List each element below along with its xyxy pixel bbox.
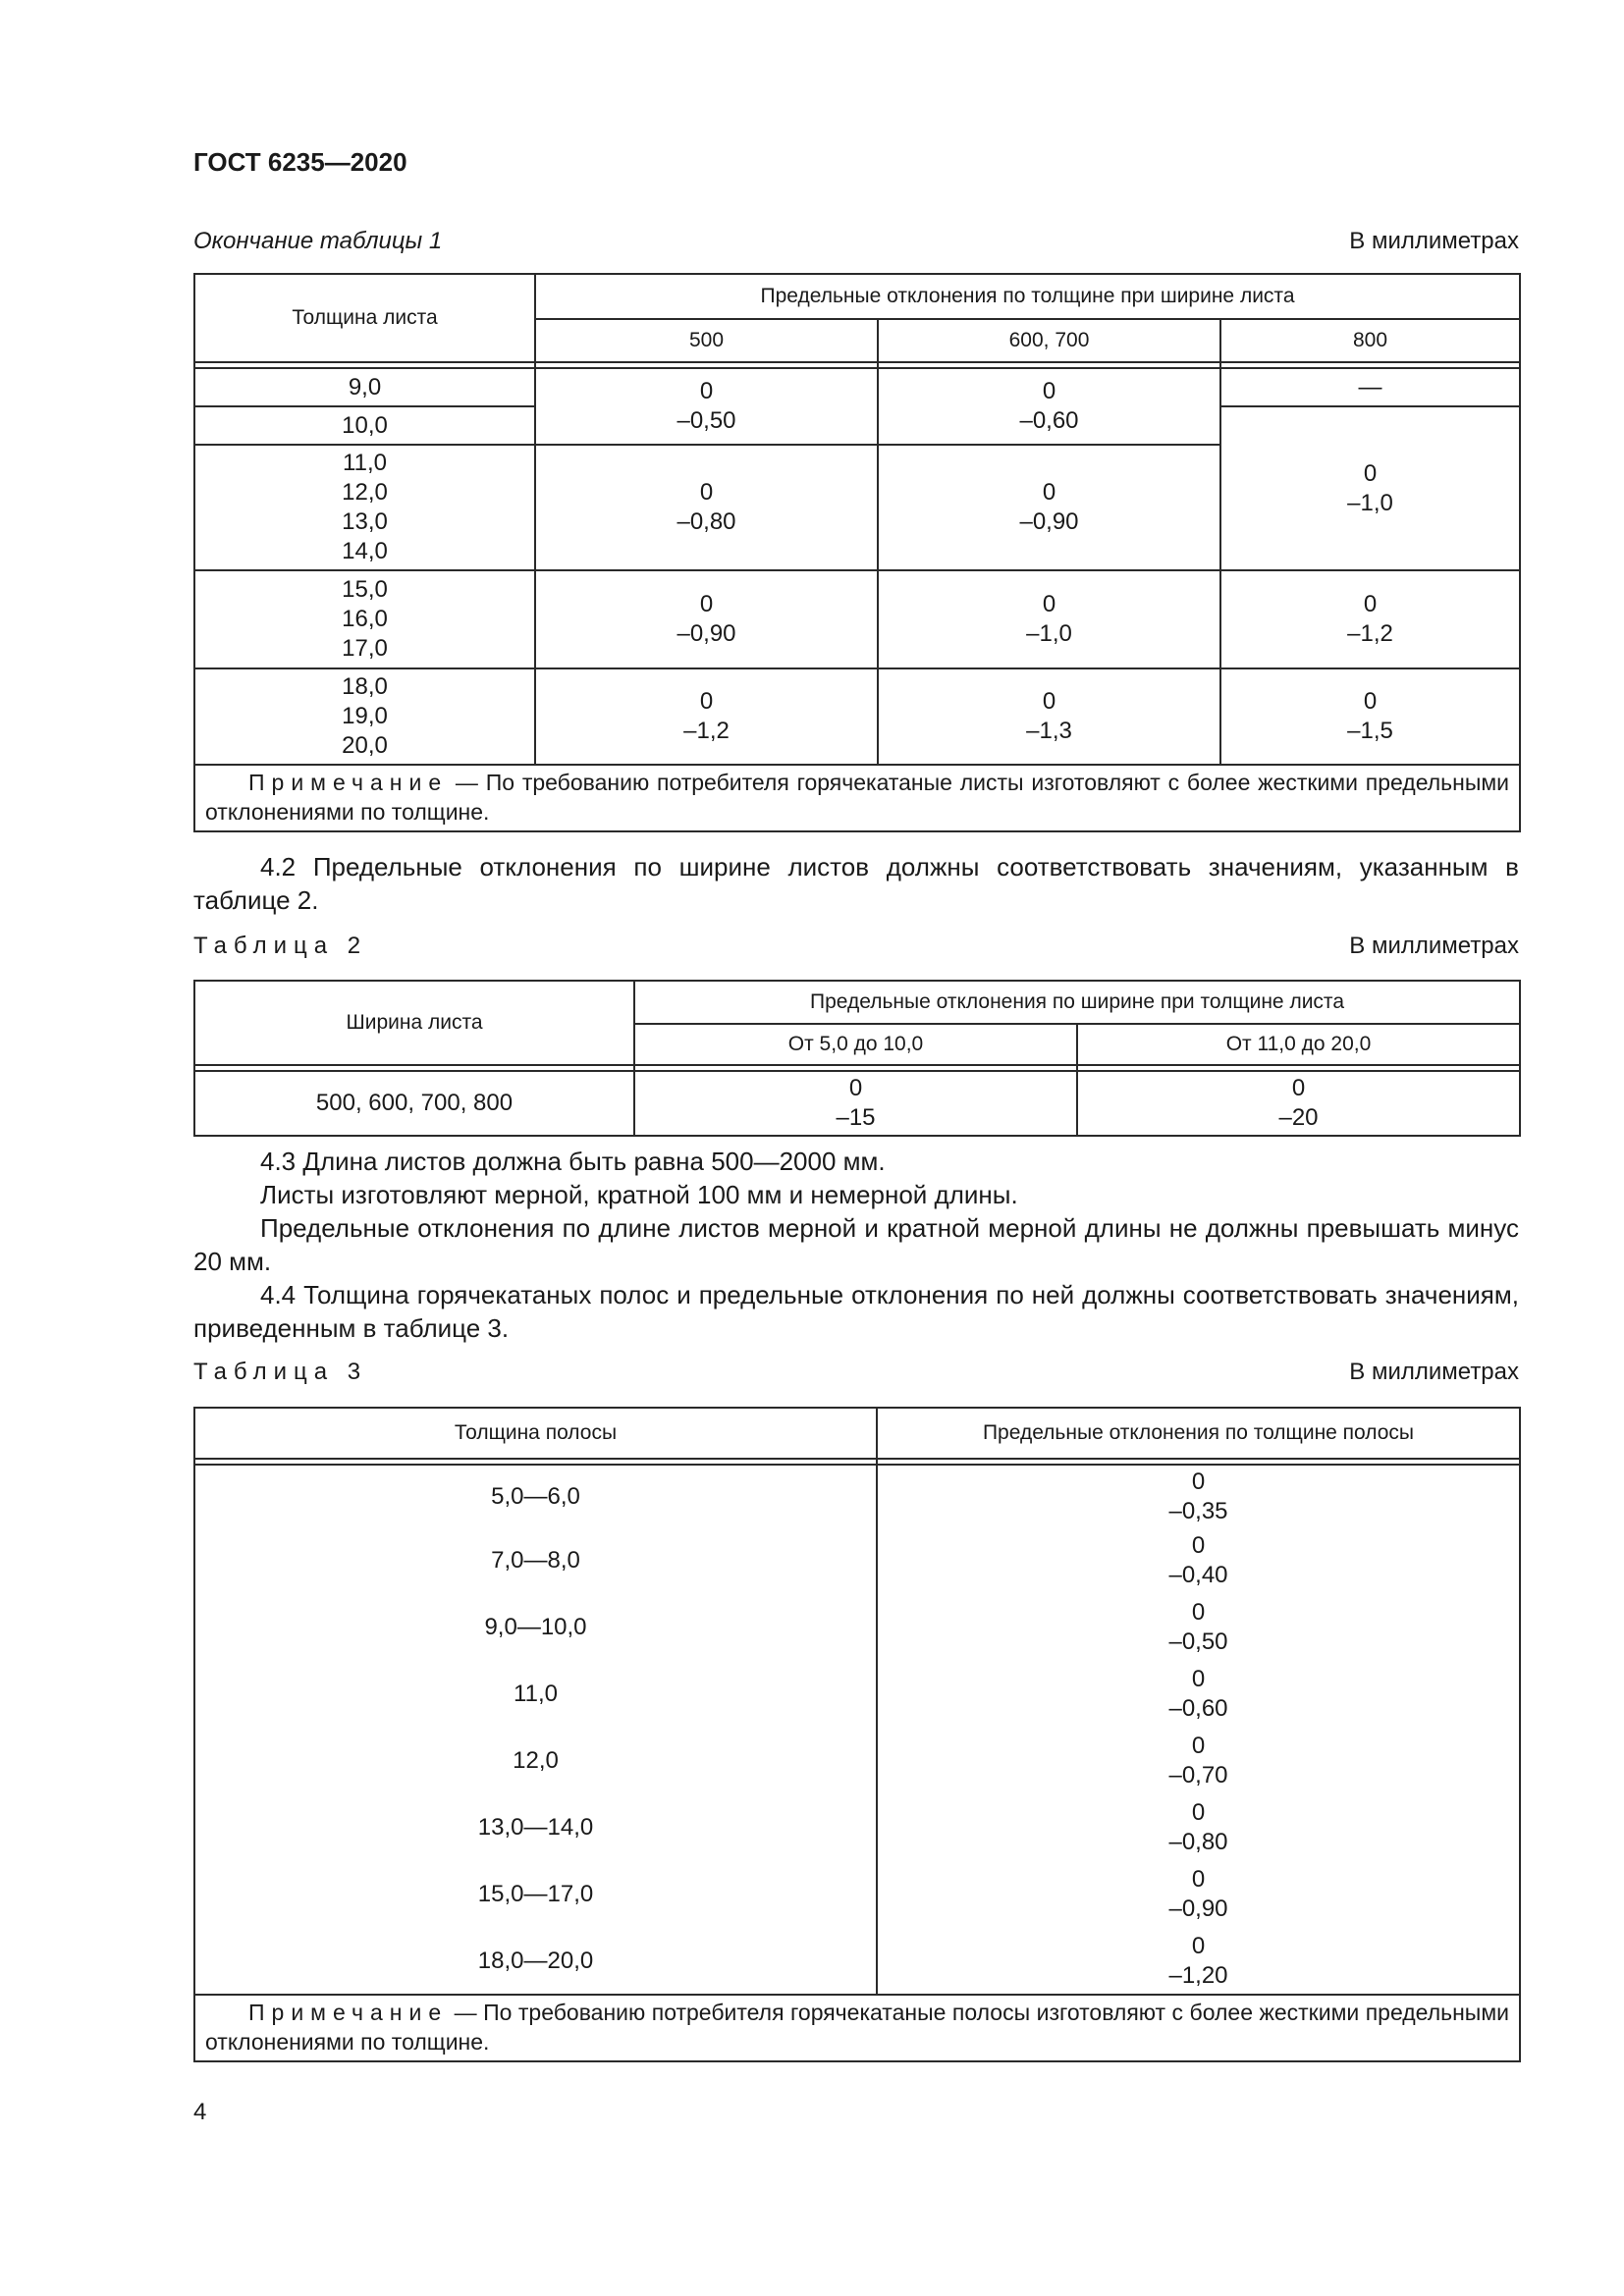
table3-thickness-value: 7,0—8,0 bbox=[194, 1527, 877, 1594]
table1-value-cell bbox=[535, 668, 878, 765]
table3-value-cell bbox=[877, 1794, 1520, 1861]
table1-note bbox=[194, 765, 1520, 831]
table3-row bbox=[194, 1794, 1520, 1861]
table3-caption: Таблица 3 bbox=[193, 1359, 368, 1385]
paragraph-4-4 bbox=[193, 1278, 1519, 1345]
table3-thickness-value: 15,0—17,0 bbox=[194, 1861, 877, 1928]
table3-value-0: 0 bbox=[1191, 1599, 1206, 1626]
table3-head-thickness: Толщина полосы bbox=[194, 1408, 877, 1459]
table2-value-dev: –20 bbox=[1278, 1104, 1319, 1131]
table3-value-0: 0 bbox=[1191, 1866, 1206, 1893]
table1-value-cell bbox=[1220, 570, 1520, 668]
table1-thickness-value: 20,0 bbox=[342, 732, 388, 759]
table3-thickness-value: 13,0—14,0 bbox=[194, 1794, 877, 1861]
table3-value-dev: –0,40 bbox=[1168, 1562, 1228, 1588]
table3-value-cell bbox=[877, 1527, 1520, 1594]
table1-head-group: Предельные отклонения по толщине при ширине листа bbox=[535, 274, 1520, 319]
table1-units: В миллиметрах bbox=[1349, 228, 1519, 254]
table1-value-dev: –0,60 bbox=[1019, 407, 1079, 434]
table1-note-label: Примечание bbox=[248, 770, 449, 795]
table1-value-cell bbox=[878, 570, 1220, 668]
table2-col-5-10: От 5,0 до 10,0 bbox=[634, 1024, 1077, 1065]
table3-value-0: 0 bbox=[1191, 1468, 1206, 1495]
table3-value-0: 0 bbox=[1191, 1532, 1206, 1559]
paragraph-4-3-line: Предельные отклонения по длине листов мерной и кратной мерной длины не должны превышать минус 20 мм. bbox=[193, 1213, 1519, 1276]
table1-thickness-value: 13,0 bbox=[342, 508, 388, 535]
table3-row bbox=[194, 1861, 1520, 1928]
table1-dash: — bbox=[1358, 373, 1382, 400]
table3-thickness-value: 5,0—6,0 bbox=[194, 1465, 877, 1527]
table2-col-11-20: От 11,0 до 20,0 bbox=[1077, 1024, 1520, 1065]
table3-value-cell bbox=[877, 1661, 1520, 1728]
table1-value-dev: –1,5 bbox=[1347, 718, 1393, 744]
table1-value-cell bbox=[535, 368, 878, 445]
table3-thickness-value: 9,0—10,0 bbox=[194, 1594, 877, 1661]
table3-value-dev: –0,35 bbox=[1168, 1497, 1228, 1524]
table1-head-thickness: Толщина листа bbox=[194, 274, 535, 362]
table3-head-deviation: Предельные отклонения по толщине полосы bbox=[877, 1408, 1520, 1459]
table2-head-width: Ширина листа bbox=[194, 981, 634, 1065]
paragraph-4-3-line: 4.3 Длина листов должна быть равна 500—2000 мм. bbox=[260, 1147, 886, 1176]
table3-value-dev: –0,90 bbox=[1168, 1896, 1228, 1922]
table3-row bbox=[194, 1594, 1520, 1661]
table1 bbox=[193, 273, 1521, 832]
table3-row bbox=[194, 1728, 1520, 1794]
paragraph-4-3 bbox=[193, 1145, 1519, 1278]
table3-value-dev: –0,50 bbox=[1168, 1629, 1228, 1655]
table3-row bbox=[194, 1928, 1520, 1995]
paragraph-4-4-text: 4.4 Толщина горячекатаных полос и предельные отклонения по ней должны соответствовать значениям, приведенным в таблице 3. bbox=[193, 1280, 1519, 1343]
table2-caption: Таблица 2 bbox=[193, 933, 368, 959]
table3-row bbox=[194, 1527, 1520, 1594]
table1-value-cell bbox=[1220, 668, 1520, 765]
table3 bbox=[193, 1407, 1521, 2062]
table1-value-0: 0 bbox=[699, 688, 714, 715]
table1-value-dev: –0,80 bbox=[677, 508, 736, 535]
table1-thickness-value: 10,0 bbox=[342, 411, 388, 439]
table3-value-dev: –0,60 bbox=[1168, 1695, 1228, 1722]
table3-value-0: 0 bbox=[1191, 1799, 1206, 1826]
table1-value-0: 0 bbox=[1042, 479, 1056, 506]
table3-value-dev: –0,70 bbox=[1168, 1762, 1228, 1789]
paragraph-4-2-text: 4.2 Предельные отклонения по ширине листов должны соответствовать значениям, указанным в таблице 2. bbox=[193, 852, 1519, 915]
table3-note-text: — По требованию потребителя горячекатаные полосы изготовляют с более жесткими предельными отклонениями по толщине. bbox=[205, 2000, 1509, 2055]
table1-note-text: — По требованию потребителя горячекатаные листы изготовляют с более жесткими предельными отклонениями по толщине. bbox=[205, 770, 1510, 825]
table3-value-cell bbox=[877, 1594, 1520, 1661]
table1-thickness-cell bbox=[194, 570, 535, 668]
page-number: 4 bbox=[193, 2099, 207, 2125]
table3-value-cell bbox=[877, 1861, 1520, 1928]
table1-value-dev: –0,90 bbox=[1019, 508, 1079, 535]
table1-value-dev: –1,2 bbox=[1347, 620, 1393, 647]
table1-col-800: 800 bbox=[1220, 319, 1520, 362]
table3-value-dev: –1,20 bbox=[1168, 1961, 1228, 1989]
table1-thickness-value: 18,0 bbox=[342, 673, 388, 700]
table1-value-dev: –1,3 bbox=[1026, 718, 1072, 744]
table2-units: В миллиметрах bbox=[1349, 933, 1519, 959]
table1-col-500: 500 bbox=[535, 319, 878, 362]
table1-value-dev: –1,0 bbox=[1026, 620, 1072, 647]
table1-thickness-value: 16,0 bbox=[342, 606, 388, 632]
table1-thickness-value: 9,0 bbox=[348, 373, 382, 400]
table1-value-cell bbox=[535, 445, 878, 570]
table1-caption: Окончание таблицы 1 bbox=[193, 228, 443, 254]
table1-thickness-cell bbox=[194, 668, 535, 765]
table1-value-0: 0 bbox=[1363, 688, 1378, 715]
table1-thickness-value: 14,0 bbox=[342, 538, 388, 564]
table1-thickness-value: 19,0 bbox=[342, 703, 388, 729]
table3-note-label: Примечание bbox=[248, 2000, 449, 2025]
table1-value-dev: –0,50 bbox=[677, 407, 736, 434]
table3-thickness-value: 12,0 bbox=[194, 1728, 877, 1794]
table1-col-600-700: 600, 700 bbox=[878, 319, 1220, 362]
table1-thickness-cell bbox=[194, 406, 535, 445]
table3-thickness-value: 11,0 bbox=[194, 1661, 877, 1728]
table2-width-value: 500, 600, 700, 800 bbox=[194, 1071, 634, 1136]
table1-value-0: 0 bbox=[1042, 688, 1056, 715]
table2-value-0: 0 bbox=[848, 1075, 863, 1101]
table1-thickness-value: 15,0 bbox=[342, 576, 388, 603]
table2-value-0: 0 bbox=[1291, 1075, 1306, 1101]
document-header: ГОСТ 6235—2020 bbox=[193, 147, 407, 177]
table1-value-0: 0 bbox=[699, 479, 714, 506]
table3-note bbox=[194, 1995, 1520, 2061]
table3-value-dev: –0,80 bbox=[1168, 1829, 1228, 1855]
table1-value-cell bbox=[1220, 368, 1520, 406]
table1-thickness-value: 12,0 bbox=[342, 479, 388, 506]
table3-thickness-value: 18,0—20,0 bbox=[194, 1928, 877, 1995]
table1-value-0: 0 bbox=[1363, 591, 1378, 617]
table1-thickness-cell bbox=[194, 445, 535, 570]
table3-row bbox=[194, 1465, 1520, 1527]
table3-value-0: 0 bbox=[1191, 1932, 1206, 1959]
table1-thickness-value: 17,0 bbox=[342, 635, 388, 662]
table2-value-cell bbox=[1077, 1071, 1520, 1136]
table3-value-cell bbox=[877, 1928, 1520, 1995]
table3-value-0: 0 bbox=[1191, 1733, 1206, 1759]
table2 bbox=[193, 980, 1521, 1137]
table3-value-cell bbox=[877, 1465, 1520, 1527]
table1-value-0: 0 bbox=[1363, 459, 1378, 487]
table1-thickness-value: 11,0 bbox=[343, 450, 387, 476]
table2-value-dev: –15 bbox=[836, 1104, 876, 1131]
table1-value-dev: –0,90 bbox=[677, 620, 736, 647]
table1-thickness-cell bbox=[194, 368, 535, 406]
table1-value-cell bbox=[535, 570, 878, 668]
table1-value-cell bbox=[878, 668, 1220, 765]
table1-value-0: 0 bbox=[699, 591, 714, 617]
table1-value-0: 0 bbox=[699, 378, 714, 404]
table1-value-0: 0 bbox=[1042, 378, 1056, 404]
table3-row bbox=[194, 1661, 1520, 1728]
table3-value-cell bbox=[877, 1728, 1520, 1794]
table2-head-group: Предельные отклонения по ширине при толщине листа bbox=[634, 981, 1520, 1024]
table3-units: В миллиметрах bbox=[1349, 1359, 1519, 1385]
table1-value-cell bbox=[878, 445, 1220, 570]
table2-value-cell bbox=[634, 1071, 1077, 1136]
table1-value-cell bbox=[1220, 406, 1520, 570]
table1-value-dev: –1,2 bbox=[683, 718, 730, 744]
paragraph-4-3-line: Листы изготовляют мерной, кратной 100 мм и немерной длины. bbox=[260, 1180, 1018, 1209]
table1-value-cell bbox=[878, 368, 1220, 445]
table1-value-0: 0 bbox=[1042, 591, 1056, 617]
table1-value-dev: –1,0 bbox=[1347, 489, 1393, 516]
paragraph-4-2 bbox=[193, 850, 1519, 917]
table3-value-0: 0 bbox=[1191, 1666, 1206, 1692]
